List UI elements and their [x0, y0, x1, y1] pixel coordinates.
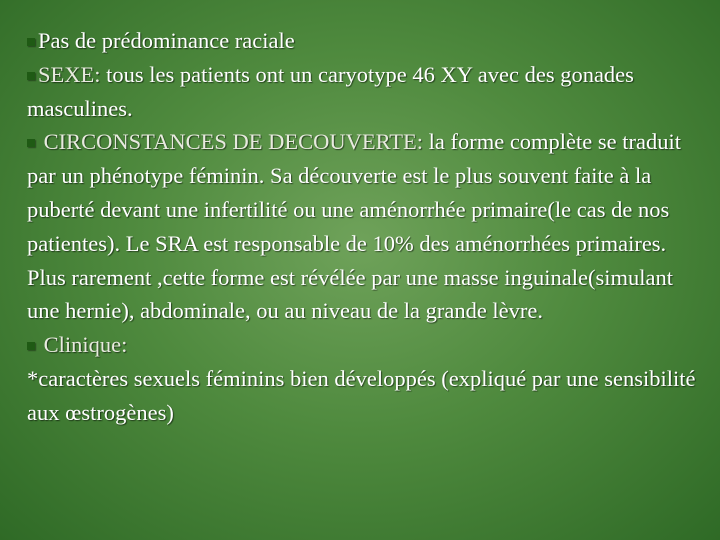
paragraph-circonstances	[27, 125, 707, 328]
slide-content	[27, 24, 707, 430]
bullet-square-icon	[27, 342, 35, 350]
paragraph-clinique	[27, 328, 707, 362]
bullet-square-icon	[27, 139, 35, 147]
paragraph-label: CIRCONSTANCES DE DECOUVERTE:	[43, 129, 423, 155]
paragraph-text: la forme complète se traduit par un phénotype féminin. Sa découverte est le plus souvent faite à la puberté devant une infertilité ou une aménorrhée primaire(le cas de nos patientes). Le SRA est responsable de 10% des aménorrhées primaires. Plus rarement ,cette forme est révélée par une masse inguinale(simulant une hernie), abdominale, ou au niveau de la grande lèvre.	[27, 129, 682, 324]
bullet-square-icon	[27, 38, 35, 46]
bullet-square-icon	[27, 72, 35, 80]
paragraph-text: tous les patients ont un caryotype 46 XY avec des gonades masculines.	[27, 61, 634, 121]
paragraph-text: Pas de prédominance raciale	[38, 28, 295, 53]
paragraph-sexe	[27, 58, 707, 126]
paragraph-race	[27, 24, 707, 58]
paragraph-label: Clinique:	[43, 332, 128, 358]
paragraph-label: SEXE:	[38, 61, 101, 87]
paragraph-caracteres: *caractères sexuels féminins bien développés (expliqué par une sensibilité aux œstrogènes)	[27, 365, 696, 425]
